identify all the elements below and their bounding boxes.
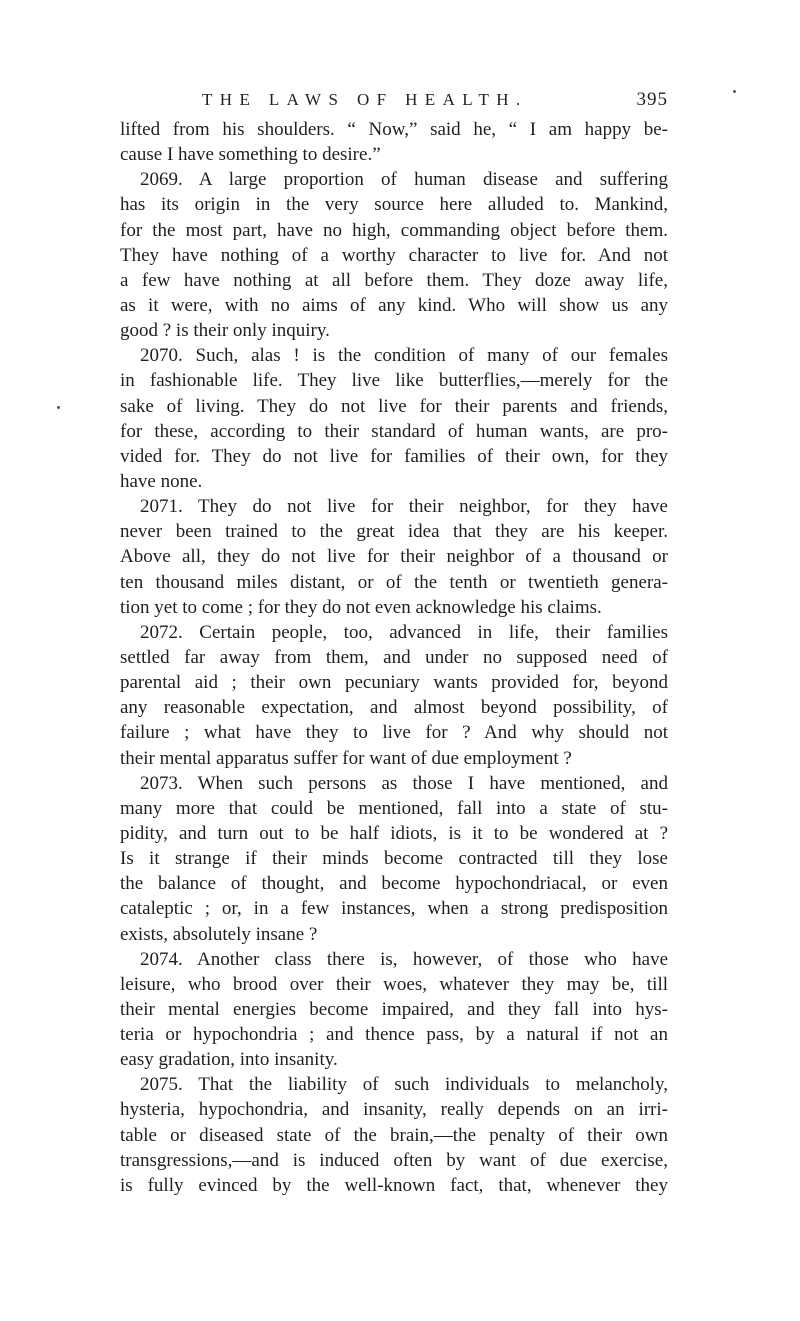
text-line: any reasonable expectation, and almost beyond possibility, of [120, 697, 668, 719]
text-line: a few have nothing at all before them. They doze away life, [120, 269, 668, 291]
text-line: the balance of thought, and become hypochondriacal, or even [120, 873, 668, 895]
text-line: exists, absolutely insane ? [120, 923, 318, 945]
paragraph-2075-start: 2075. That the liability of such individuals to melancholy, [140, 1074, 668, 1096]
page-number: 395 [636, 89, 668, 110]
text-line: leisure, who brood over their woes, whatever they may be, till [120, 973, 668, 995]
text-line: good ? is their only inquiry. [120, 320, 330, 342]
text-line: table or diseased state of the brain,—the penalty of their own [120, 1124, 668, 1146]
paragraph-2074-start: 2074. Another class there is, however, of those who have [140, 948, 668, 970]
text-line: never been trained to the great idea that they are his keeper. [120, 521, 668, 543]
paragraph-2070-start: 2070. Such, alas ! is the condition of many of our females [140, 345, 668, 367]
paragraph-2069-start: 2069. A large proportion of human disease and suffering [140, 169, 668, 191]
text-line: ten thousand miles distant, or of the tenth or twentieth genera- [120, 571, 668, 593]
text-line: transgressions,—and is induced often by want of due exercise, [120, 1149, 668, 1171]
text-line: settled far away from them, and under no supposed need of [120, 646, 668, 668]
text-line: lifted from his shoulders. “ Now,” said he, “ I am happy be- [120, 119, 668, 140]
text-line: their mental apparatus suffer for want of due employment ? [120, 747, 572, 769]
text-line: Is it strange if their minds become contracted till they lose [120, 848, 668, 870]
text-line: is fully evinced by the well-known fact, that, whenever they [120, 1174, 668, 1196]
text-line: many more that could be mentioned, fall into a state of stu- [120, 797, 668, 819]
text-line: for the most part, have no high, commanding object before them. [120, 219, 668, 241]
text-line: as it were, with no aims of any kind. Who will show us any [120, 294, 668, 316]
paragraph-2073-start: 2073. When such persons as those I have mentioned, and [140, 772, 668, 794]
text-line: their mental energies become impaired, and they fall into hys- [120, 998, 668, 1020]
text-line: They have nothing of a worthy character to live for. And not [120, 244, 668, 266]
text-line: pidity, and turn out to be half idiots, is it to be wondered at ? [120, 822, 668, 844]
running-title: THE LAWS OF HEALTH. [202, 90, 528, 109]
text-line: has its origin in the very source here alluded to. Mankind, [120, 194, 668, 216]
text-line: cataleptic ; or, in a few instances, when a strong predisposition [120, 898, 668, 920]
margin-dot [57, 406, 60, 409]
text-line: parental aid ; their own pecuniary wants provided for, beyond [120, 672, 668, 694]
text-line: Above all, they do not live for their neighbor of a thousand or [120, 546, 668, 568]
paragraph-2072-start: 2072. Certain people, too, advanced in life, their families [140, 621, 668, 643]
text-line: teria or hypochondria ; and thence pass, by a natural if not an [120, 1024, 668, 1046]
text-line: cause I have something to desire.” [120, 144, 381, 166]
text-line: for these, according to their standard of human wants, are pro- [120, 420, 668, 442]
running-head [120, 88, 668, 112]
text-line: vided for. They do not live for families of their own, for they [120, 445, 668, 467]
text-line: easy gradation, into insanity. [120, 1049, 338, 1071]
margin-dot [733, 90, 736, 93]
body-text [120, 117, 668, 1198]
text-line: have none. [120, 470, 203, 492]
text-line: in fashionable life. They live like butterflies,—merely for the [120, 370, 668, 392]
text-line: failure ; what have they to live for ? And why should not [120, 722, 668, 744]
text-line: tion yet to come ; for they do not even acknowledge his claims. [120, 596, 602, 618]
text-line: sake of living. They do not live for their parents and friends, [120, 395, 668, 417]
paragraph-2071-start: 2071. They do not live for their neighbor, for they have [140, 496, 668, 518]
text-line: hysteria, hypochondria, and insanity, really depends on an irri- [120, 1099, 668, 1121]
